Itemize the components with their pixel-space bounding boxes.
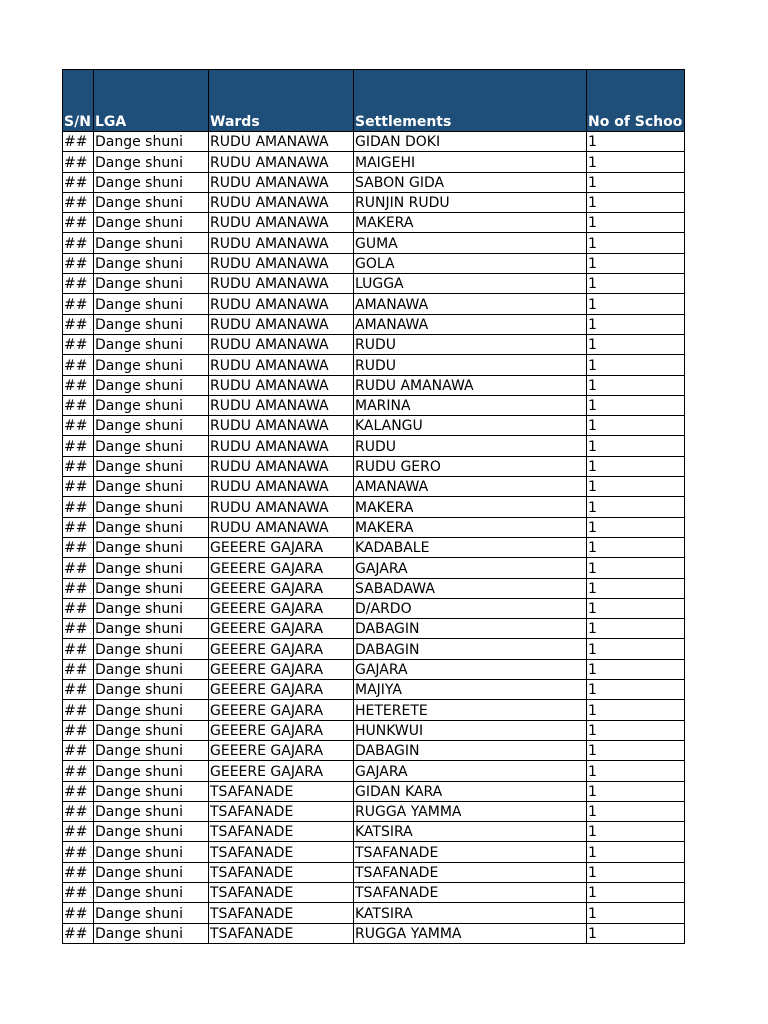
cell-settlement[interactable]: GAJARA — [354, 761, 587, 781]
table-row — [63, 314, 685, 334]
cell-lga[interactable]: Dange shuni — [94, 314, 209, 334]
cell-lga[interactable]: Dange shuni — [94, 274, 209, 294]
cell-ward[interactable]: GEEERE GAJARA — [209, 619, 354, 639]
cell-sn[interactable]: ## — [63, 314, 94, 334]
cell-sn[interactable]: ## — [63, 517, 94, 537]
cell-sn[interactable]: ## — [63, 882, 94, 902]
table-row — [63, 639, 685, 659]
table-row — [63, 842, 685, 862]
cell-settlement[interactable]: RUDU — [354, 334, 587, 354]
cell-sn[interactable]: ## — [63, 903, 94, 923]
cell-lga[interactable]: Dange shuni — [94, 578, 209, 598]
cell-schools[interactable]: 1 — [587, 801, 685, 821]
cell-settlement[interactable]: MAIGEHI — [354, 152, 587, 172]
table-row — [63, 822, 685, 842]
cell-schools[interactable]: 1 — [587, 233, 685, 253]
cell-schools[interactable]: 1 — [587, 395, 685, 415]
header-sn[interactable]: S/N — [63, 70, 94, 132]
cell-lga[interactable]: Dange shuni — [94, 842, 209, 862]
table-row — [63, 152, 685, 172]
cell-sn[interactable]: ## — [63, 294, 94, 314]
table-row — [63, 334, 685, 354]
cell-sn[interactable]: ## — [63, 659, 94, 679]
cell-settlement[interactable]: GAJARA — [354, 558, 587, 578]
cell-settlement[interactable]: KALANGU — [354, 416, 587, 436]
table-row — [63, 172, 685, 192]
cell-sn[interactable]: ## — [63, 192, 94, 212]
cell-sn[interactable]: ## — [63, 355, 94, 375]
cell-lga[interactable]: Dange shuni — [94, 395, 209, 415]
cell-sn[interactable]: ## — [63, 416, 94, 436]
cell-schools[interactable]: 1 — [587, 822, 685, 842]
cell-settlement[interactable]: MAKERA — [354, 213, 587, 233]
table-row — [63, 903, 685, 923]
cell-settlement[interactable]: KADABALE — [354, 537, 587, 557]
cell-settlement[interactable]: MAJIYA — [354, 680, 587, 700]
cell-lga[interactable]: Dange shuni — [94, 253, 209, 273]
cell-sn[interactable]: ## — [63, 334, 94, 354]
cell-sn[interactable]: ## — [63, 375, 94, 395]
cell-schools[interactable]: 1 — [587, 274, 685, 294]
cell-schools[interactable]: 1 — [587, 740, 685, 760]
cell-settlement[interactable]: AMANAWA — [354, 477, 587, 497]
cell-ward[interactable]: RUDU AMANAWA — [209, 334, 354, 354]
cell-ward[interactable]: GEEERE GAJARA — [209, 558, 354, 578]
cell-settlement[interactable]: RUDU — [354, 355, 587, 375]
cell-lga[interactable]: Dange shuni — [94, 294, 209, 314]
table-row — [63, 395, 685, 415]
cell-settlement[interactable]: TSAFANADE — [354, 882, 587, 902]
cell-lga[interactable]: Dange shuni — [94, 375, 209, 395]
cell-lga[interactable]: Dange shuni — [94, 192, 209, 212]
cell-settlement[interactable]: DABAGIN — [354, 619, 587, 639]
cell-schools[interactable]: 1 — [587, 619, 685, 639]
header-settlements[interactable]: Settlements — [354, 70, 587, 132]
cell-sn[interactable]: ## — [63, 801, 94, 821]
cell-settlement[interactable]: KATSIRA — [354, 822, 587, 842]
cell-schools[interactable]: 1 — [587, 639, 685, 659]
cell-lga[interactable]: Dange shuni — [94, 172, 209, 192]
cell-lga[interactable]: Dange shuni — [94, 619, 209, 639]
cell-sn[interactable]: ## — [63, 639, 94, 659]
table-row — [63, 558, 685, 578]
cell-lga[interactable]: Dange shuni — [94, 497, 209, 517]
cell-sn[interactable]: ## — [63, 395, 94, 415]
header-no-of-schools[interactable]: No of Schoo — [587, 70, 685, 132]
cell-schools[interactable]: 1 — [587, 598, 685, 618]
cell-settlement[interactable]: GIDAN KARA — [354, 781, 587, 801]
cell-lga[interactable]: Dange shuni — [94, 720, 209, 740]
cell-schools[interactable]: 1 — [587, 903, 685, 923]
cell-lga[interactable]: Dange shuni — [94, 456, 209, 476]
table-row — [63, 659, 685, 679]
cell-lga[interactable]: Dange shuni — [94, 152, 209, 172]
cell-settlement[interactable]: GAJARA — [354, 659, 587, 679]
cell-settlement[interactable]: SABON GIDA — [354, 172, 587, 192]
table-row — [63, 375, 685, 395]
cell-sn[interactable]: ## — [63, 740, 94, 760]
cell-ward[interactable]: RUDU AMANAWA — [209, 172, 354, 192]
cell-settlement[interactable]: TSAFANADE — [354, 842, 587, 862]
cell-schools[interactable]: 1 — [587, 416, 685, 436]
cell-ward[interactable]: RUDU AMANAWA — [209, 233, 354, 253]
cell-sn[interactable]: ## — [63, 477, 94, 497]
cell-schools[interactable]: 1 — [587, 334, 685, 354]
cell-settlement[interactable]: GIDAN DOKI — [354, 132, 587, 152]
cell-lga[interactable]: Dange shuni — [94, 862, 209, 882]
cell-lga[interactable]: Dange shuni — [94, 822, 209, 842]
cell-schools[interactable]: 1 — [587, 558, 685, 578]
cell-sn[interactable]: ## — [63, 132, 94, 152]
cell-sn[interactable]: ## — [63, 253, 94, 273]
cell-ward[interactable]: RUDU AMANAWA — [209, 517, 354, 537]
cell-ward[interactable]: GEEERE GAJARA — [209, 740, 354, 760]
cell-lga[interactable]: Dange shuni — [94, 659, 209, 679]
cell-schools[interactable]: 1 — [587, 314, 685, 334]
cell-lga[interactable]: Dange shuni — [94, 517, 209, 537]
cell-settlement[interactable]: RUDU — [354, 436, 587, 456]
cell-settlement[interactable]: AMANAWA — [354, 314, 587, 334]
table-row — [63, 923, 685, 943]
cell-lga[interactable]: Dange shuni — [94, 233, 209, 253]
cell-schools[interactable]: 1 — [587, 882, 685, 902]
table-row — [63, 578, 685, 598]
cell-ward[interactable]: RUDU AMANAWA — [209, 253, 354, 273]
cell-sn[interactable]: ## — [63, 436, 94, 456]
cell-settlement[interactable]: GUMA — [354, 233, 587, 253]
cell-schools[interactable]: 1 — [587, 253, 685, 273]
cell-lga[interactable]: Dange shuni — [94, 355, 209, 375]
cell-schools[interactable]: 1 — [587, 700, 685, 720]
table-row — [63, 253, 685, 273]
table-body — [63, 132, 685, 944]
table-row — [63, 517, 685, 537]
cell-ward[interactable]: RUDU AMANAWA — [209, 375, 354, 395]
cell-ward[interactable]: RUDU AMANAWA — [209, 395, 354, 415]
cell-lga[interactable]: Dange shuni — [94, 740, 209, 760]
cell-sn[interactable]: ## — [63, 152, 94, 172]
cell-sn[interactable]: ## — [63, 842, 94, 862]
cell-ward[interactable]: GEEERE GAJARA — [209, 598, 354, 618]
cell-sn[interactable]: ## — [63, 862, 94, 882]
cell-ward[interactable]: TSAFANADE — [209, 801, 354, 821]
cell-schools[interactable]: 1 — [587, 477, 685, 497]
cell-ward[interactable]: GEEERE GAJARA — [209, 700, 354, 720]
cell-schools[interactable]: 1 — [587, 517, 685, 537]
cell-schools[interactable]: 1 — [587, 659, 685, 679]
cell-settlement[interactable]: DABAGIN — [354, 639, 587, 659]
cell-lga[interactable]: Dange shuni — [94, 700, 209, 720]
header-wards[interactable]: Wards — [209, 70, 354, 132]
cell-settlement[interactable]: KATSIRA — [354, 903, 587, 923]
cell-ward[interactable]: RUDU AMANAWA — [209, 456, 354, 476]
cell-ward[interactable]: TSAFANADE — [209, 781, 354, 801]
cell-sn[interactable]: ## — [63, 720, 94, 740]
cell-lga[interactable]: Dange shuni — [94, 558, 209, 578]
cell-sn[interactable]: ## — [63, 578, 94, 598]
cell-ward[interactable]: RUDU AMANAWA — [209, 477, 354, 497]
cell-ward[interactable]: GEEERE GAJARA — [209, 659, 354, 679]
cell-schools[interactable]: 1 — [587, 537, 685, 557]
cell-schools[interactable]: 1 — [587, 761, 685, 781]
cell-lga[interactable]: Dange shuni — [94, 882, 209, 902]
cell-schools[interactable]: 1 — [587, 152, 685, 172]
cell-settlement[interactable]: D/ARDO — [354, 598, 587, 618]
cell-schools[interactable]: 1 — [587, 132, 685, 152]
table-row — [63, 537, 685, 557]
table-row — [63, 456, 685, 476]
cell-ward[interactable]: RUDU AMANAWA — [209, 497, 354, 517]
cell-lga[interactable]: Dange shuni — [94, 598, 209, 618]
cell-schools[interactable]: 1 — [587, 923, 685, 943]
table-row — [63, 761, 685, 781]
cell-sn[interactable]: ## — [63, 761, 94, 781]
cell-ward[interactable]: RUDU AMANAWA — [209, 355, 354, 375]
cell-ward[interactable]: TSAFANADE — [209, 862, 354, 882]
cell-ward[interactable]: GEEERE GAJARA — [209, 761, 354, 781]
cell-schools[interactable]: 1 — [587, 842, 685, 862]
cell-lga[interactable]: Dange shuni — [94, 781, 209, 801]
cell-sn[interactable]: ## — [63, 923, 94, 943]
cell-sn[interactable]: ## — [63, 213, 94, 233]
cell-settlement[interactable]: MAKERA — [354, 517, 587, 537]
table-row — [63, 700, 685, 720]
cell-schools[interactable]: 1 — [587, 294, 685, 314]
table-row — [63, 355, 685, 375]
cell-ward[interactable]: RUDU AMANAWA — [209, 274, 354, 294]
cell-lga[interactable]: Dange shuni — [94, 680, 209, 700]
table-row — [63, 477, 685, 497]
spreadsheet-table — [62, 69, 685, 944]
table-row — [63, 862, 685, 882]
cell-schools[interactable]: 1 — [587, 497, 685, 517]
cell-settlement[interactable]: MAKERA — [354, 497, 587, 517]
table-row — [63, 192, 685, 212]
table-row — [63, 294, 685, 314]
cell-lga[interactable]: Dange shuni — [94, 903, 209, 923]
cell-sn[interactable]: ## — [63, 537, 94, 557]
cell-ward[interactable]: RUDU AMANAWA — [209, 294, 354, 314]
table-row — [63, 274, 685, 294]
cell-lga[interactable]: Dange shuni — [94, 537, 209, 557]
table-row — [63, 680, 685, 700]
cell-sn[interactable]: ## — [63, 781, 94, 801]
table-row — [63, 233, 685, 253]
cell-sn[interactable]: ## — [63, 598, 94, 618]
cell-ward[interactable]: RUDU AMANAWA — [209, 314, 354, 334]
cell-settlement[interactable]: HETERETE — [354, 700, 587, 720]
table-row — [63, 436, 685, 456]
cell-lga[interactable]: Dange shuni — [94, 477, 209, 497]
cell-ward[interactable]: GEEERE GAJARA — [209, 537, 354, 557]
cell-ward[interactable]: TSAFANADE — [209, 882, 354, 902]
cell-lga[interactable]: Dange shuni — [94, 132, 209, 152]
cell-lga[interactable]: Dange shuni — [94, 639, 209, 659]
table-row — [63, 740, 685, 760]
cell-settlement[interactable]: LUGGA — [354, 274, 587, 294]
cell-lga[interactable]: Dange shuni — [94, 923, 209, 943]
cell-ward[interactable]: RUDU AMANAWA — [209, 132, 354, 152]
cell-settlement[interactable]: RUDU GERO — [354, 456, 587, 476]
cell-schools[interactable]: 1 — [587, 781, 685, 801]
cell-schools[interactable]: 1 — [587, 720, 685, 740]
cell-settlement[interactable]: RUGGA YAMMA — [354, 801, 587, 821]
table-row — [63, 781, 685, 801]
table-row — [63, 882, 685, 902]
cell-settlement[interactable]: SABADAWA — [354, 578, 587, 598]
cell-settlement[interactable]: RUGGA YAMMA — [354, 923, 587, 943]
cell-sn[interactable]: ## — [63, 680, 94, 700]
cell-ward[interactable]: GEEERE GAJARA — [209, 578, 354, 598]
cell-settlement[interactable]: RUNJIN RUDU — [354, 192, 587, 212]
cell-lga[interactable]: Dange shuni — [94, 416, 209, 436]
cell-ward[interactable]: TSAFANADE — [209, 923, 354, 943]
cell-settlement[interactable]: RUDU AMANAWA — [354, 375, 587, 395]
cell-ward[interactable]: RUDU AMANAWA — [209, 436, 354, 456]
cell-ward[interactable]: TSAFANADE — [209, 903, 354, 923]
table-row — [63, 598, 685, 618]
cell-schools[interactable]: 1 — [587, 355, 685, 375]
cell-lga[interactable]: Dange shuni — [94, 334, 209, 354]
table-row — [63, 132, 685, 152]
cell-sn[interactable]: ## — [63, 619, 94, 639]
cell-sn[interactable]: ## — [63, 558, 94, 578]
cell-ward[interactable]: GEEERE GAJARA — [209, 680, 354, 700]
cell-schools[interactable]: 1 — [587, 172, 685, 192]
cell-ward[interactable]: TSAFANADE — [209, 842, 354, 862]
cell-schools[interactable]: 1 — [587, 680, 685, 700]
cell-ward[interactable]: GEEERE GAJARA — [209, 639, 354, 659]
cell-schools[interactable]: 1 — [587, 375, 685, 395]
cell-sn[interactable]: ## — [63, 700, 94, 720]
header-row — [63, 70, 685, 132]
cell-schools[interactable]: 1 — [587, 436, 685, 456]
cell-schools[interactable]: 1 — [587, 213, 685, 233]
cell-schools[interactable]: 1 — [587, 578, 685, 598]
cell-settlement[interactable]: AMANAWA — [354, 294, 587, 314]
cell-schools[interactable]: 1 — [587, 456, 685, 476]
cell-lga[interactable]: Dange shuni — [94, 761, 209, 781]
cell-lga[interactable]: Dange shuni — [94, 213, 209, 233]
cell-sn[interactable]: ## — [63, 233, 94, 253]
cell-sn[interactable]: ## — [63, 274, 94, 294]
cell-schools[interactable]: 1 — [587, 192, 685, 212]
cell-ward[interactable]: RUDU AMANAWA — [209, 152, 354, 172]
cell-sn[interactable]: ## — [63, 822, 94, 842]
cell-ward[interactable]: RUDU AMANAWA — [209, 192, 354, 212]
cell-schools[interactable]: 1 — [587, 862, 685, 882]
cell-settlement[interactable]: TSAFANADE — [354, 862, 587, 882]
table-row — [63, 619, 685, 639]
cell-sn[interactable]: ## — [63, 497, 94, 517]
cell-lga[interactable]: Dange shuni — [94, 801, 209, 821]
table-row — [63, 720, 685, 740]
cell-ward[interactable]: GEEERE GAJARA — [209, 720, 354, 740]
cell-settlement[interactable]: HUNKWUI — [354, 720, 587, 740]
table-row — [63, 801, 685, 821]
table-row — [63, 416, 685, 436]
table-row — [63, 213, 685, 233]
table-row — [63, 497, 685, 517]
cell-settlement[interactable]: MARINA — [354, 395, 587, 415]
cell-sn[interactable]: ## — [63, 456, 94, 476]
cell-ward[interactable]: RUDU AMANAWA — [209, 416, 354, 436]
cell-ward[interactable]: RUDU AMANAWA — [209, 213, 354, 233]
cell-settlement[interactable]: DABAGIN — [354, 740, 587, 760]
cell-ward[interactable]: TSAFANADE — [209, 822, 354, 842]
cell-settlement[interactable]: GOLA — [354, 253, 587, 273]
header-lga[interactable]: LGA — [94, 70, 209, 132]
cell-sn[interactable]: ## — [63, 172, 94, 192]
cell-lga[interactable]: Dange shuni — [94, 436, 209, 456]
